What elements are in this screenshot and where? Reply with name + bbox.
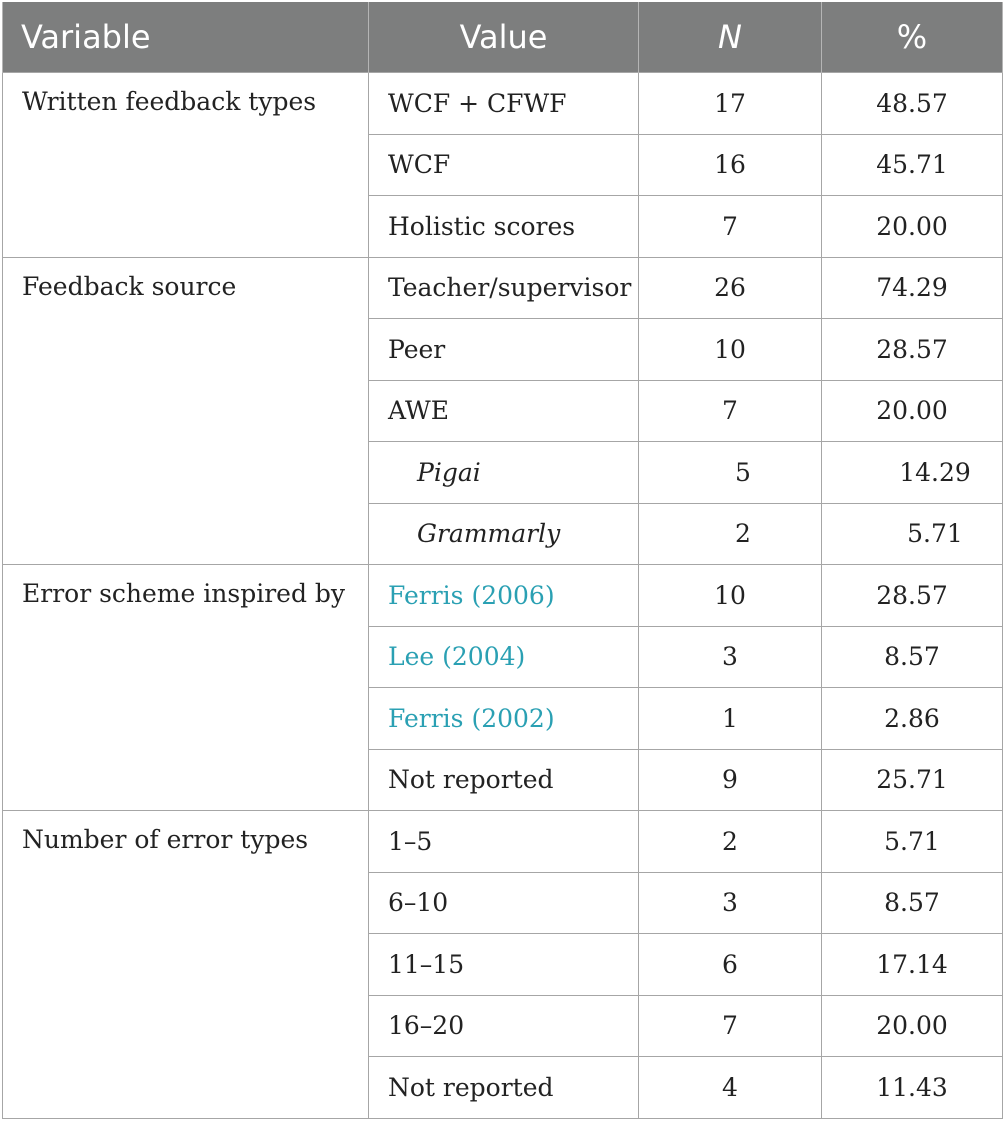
header-n: N: [639, 2, 822, 73]
value-cell: [369, 688, 639, 750]
percent-cell: 14.29: [822, 442, 1003, 504]
value-cell: Pigai: [369, 442, 639, 504]
n-cell: 9: [639, 749, 822, 811]
n-cell: 7: [639, 196, 822, 258]
n-cell: 17: [639, 73, 822, 135]
percent-cell: 5.71: [822, 811, 1003, 873]
value-cell: Teacher/supervisor: [369, 257, 639, 319]
percent-cell: 25.71: [822, 749, 1003, 811]
n-cell: 10: [639, 319, 822, 381]
n-cell: 7: [639, 380, 822, 442]
n-cell: 5: [639, 442, 822, 504]
citation-link[interactable]: Lee (2004): [388, 642, 526, 672]
n-cell: 3: [639, 872, 822, 934]
citation-link[interactable]: Ferris (2006): [388, 580, 555, 610]
variable-cell: Error scheme inspired by: [3, 565, 369, 811]
n-cell: 4: [639, 1057, 822, 1119]
citation-link[interactable]: Ferris (2002): [388, 703, 555, 733]
variable-cell: Number of error types: [3, 811, 369, 1119]
n-cell: 10: [639, 565, 822, 627]
value-cell: 6–10: [369, 872, 639, 934]
percent-cell: 2.86: [822, 688, 1003, 750]
n-cell: 6: [639, 934, 822, 996]
percent-cell: 28.57: [822, 319, 1003, 381]
variable-cell: Written feedback types: [3, 73, 369, 258]
n-cell: 2: [639, 503, 822, 565]
value-cell: Grammarly: [369, 503, 639, 565]
percent-cell: 48.57: [822, 73, 1003, 135]
value-cell: WCF + CFWF: [369, 73, 639, 135]
percent-cell: 45.71: [822, 134, 1003, 196]
percent-cell: 20.00: [822, 196, 1003, 258]
percent-cell: 28.57: [822, 565, 1003, 627]
header-value: Value: [369, 2, 639, 73]
table-row: [3, 73, 1003, 135]
value-cell: 11–15: [369, 934, 639, 996]
value-cell: [369, 565, 639, 627]
value-cell: [369, 626, 639, 688]
value-cell: Not reported: [369, 1057, 639, 1119]
percent-cell: 20.00: [822, 380, 1003, 442]
n-cell: 1: [639, 688, 822, 750]
percent-cell: 17.14: [822, 934, 1003, 996]
table-row: [3, 811, 1003, 873]
percent-cell: 74.29: [822, 257, 1003, 319]
n-cell: 16: [639, 134, 822, 196]
percent-cell: 5.71: [822, 503, 1003, 565]
value-cell: WCF: [369, 134, 639, 196]
n-cell: 7: [639, 995, 822, 1057]
table-row: [3, 257, 1003, 319]
n-cell: 2: [639, 811, 822, 873]
header-row: [3, 2, 1003, 73]
table-row: [3, 565, 1003, 627]
header-percent: %: [822, 2, 1003, 73]
value-cell: Holistic scores: [369, 196, 639, 258]
percent-cell: 8.57: [822, 872, 1003, 934]
value-cell: AWE: [369, 380, 639, 442]
percent-cell: 20.00: [822, 995, 1003, 1057]
variable-cell: Feedback source: [3, 257, 369, 565]
percent-cell: 8.57: [822, 626, 1003, 688]
n-cell: 3: [639, 626, 822, 688]
value-cell: 1–5: [369, 811, 639, 873]
value-cell: 16–20: [369, 995, 639, 1057]
percent-cell: 11.43: [822, 1057, 1003, 1119]
header-variable: Variable: [3, 2, 369, 73]
value-cell: Not reported: [369, 749, 639, 811]
value-cell: Peer: [369, 319, 639, 381]
feedback-table: [2, 2, 1003, 1119]
n-cell: 26: [639, 257, 822, 319]
